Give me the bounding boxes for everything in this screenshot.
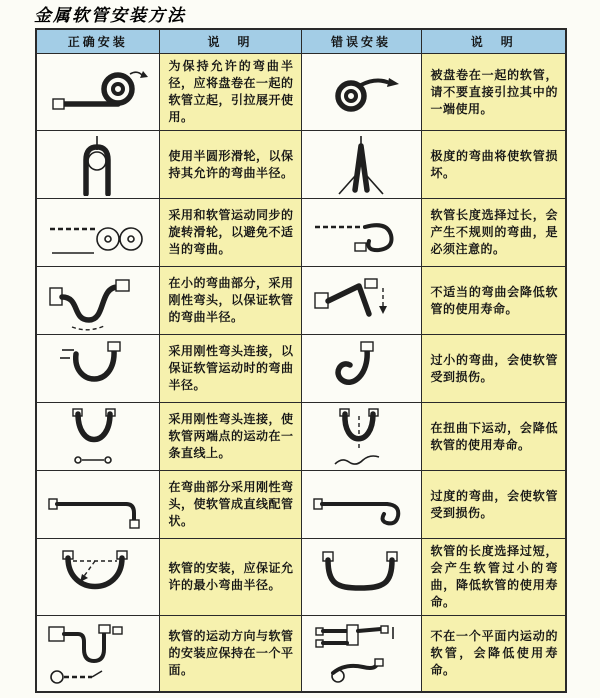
table-row — [36, 267, 566, 335]
correct-illustration-cell — [36, 335, 159, 403]
header-description-wrong: 说 明 — [421, 29, 566, 54]
rigid-elbow-in-small-bend-icon — [42, 270, 154, 332]
wrong-illustration-cell — [301, 335, 421, 403]
coiled-hose-stood-up-unrolled-icon — [42, 62, 154, 122]
wrong-description: 在扭曲下运动，会降低软管的使用寿命。 — [421, 403, 566, 471]
table-row — [36, 131, 566, 199]
correct-illustration-cell — [36, 131, 159, 199]
wrong-illustration-cell — [301, 471, 421, 539]
header-row — [36, 29, 566, 54]
too-short-hose-flat-u-icon — [307, 546, 415, 608]
straight-piping-with-rigid-elbow-icon — [42, 474, 154, 536]
correct-description: 为保持允许的弯曲半径，应将盘卷在一起的软管立起，引拉展开使用。 — [159, 54, 301, 131]
wrong-illustration-cell — [301, 199, 421, 267]
table-row — [36, 616, 566, 692]
header-correct-install: 正确安装 — [36, 29, 159, 54]
correct-illustration-cell — [36, 199, 159, 267]
table-row — [36, 54, 566, 131]
hose-extreme-sharp-bend-icon — [307, 134, 415, 196]
wrong-illustration-cell — [301, 616, 421, 692]
correct-illustration-cell — [36, 54, 159, 131]
header-description-correct: 说 明 — [159, 29, 301, 54]
table-row — [36, 335, 566, 403]
wrong-description: 软管长度选择过长，会产生不规则的弯曲，是必须注意的。 — [421, 199, 566, 267]
correct-description: 采用和软管运动同步的旋转滑轮，以避免不适当的弯曲。 — [159, 199, 301, 267]
correct-illustration-cell — [36, 539, 159, 616]
u-loop-moving-under-twist-icon — [307, 406, 415, 468]
correct-description: 软管的安装，应保证允许的最小弯曲半径。 — [159, 539, 301, 616]
u-loop-minimum-bend-radius-icon — [42, 546, 154, 608]
motion-and-installation-in-one-plane-icon — [42, 619, 154, 687]
excessive-bend-at-pipe-end-icon — [307, 474, 415, 536]
synchronized-rotating-pulleys-icon — [42, 203, 154, 263]
wrong-description: 过小的弯曲，会使软管受到损伤。 — [421, 335, 566, 403]
wrong-illustration-cell — [301, 403, 421, 471]
table-row — [36, 199, 566, 267]
correct-description: 使用半圆形滑轮，以保持其允许的弯曲半径。 — [159, 131, 301, 199]
wrong-description: 被盘卷在一起的软管，请不要直接引拉其中的一端使用。 — [421, 54, 566, 131]
motion-not-in-one-plane-icon — [307, 619, 415, 687]
wrong-description: 不在一个平面内运动的软管，会降低使用寿命。 — [421, 616, 566, 692]
correct-illustration-cell — [36, 403, 159, 471]
wrong-illustration-cell — [301, 131, 421, 199]
page-title: 金属软管安装方法 — [34, 6, 186, 25]
coiled-hose-pulled-from-end-icon — [307, 62, 415, 122]
table-row — [36, 471, 566, 539]
wrong-illustration-cell — [301, 267, 421, 335]
header-wrong-install: 错误安装 — [301, 29, 421, 54]
table-row — [36, 539, 566, 616]
over-long-hose-irregular-loop-icon — [307, 203, 415, 263]
rigid-elbow-connected-u-loop-icon — [42, 338, 154, 400]
correct-illustration-cell — [36, 267, 159, 335]
correct-description: 采用刚性弯头连接，以保证软管运动时的弯曲半径。 — [159, 335, 301, 403]
u-loop-ends-moving-on-one-line-icon — [42, 406, 154, 468]
wrong-description: 不适当的弯曲会降低软管的使用寿命。 — [421, 267, 566, 335]
wrong-description: 软管的长度选择过短，会产生软管过小的弯曲，降低软管的使用寿命。 — [421, 539, 566, 616]
hose-over-semicircular-pulley-icon — [42, 134, 154, 196]
wrong-illustration-cell — [301, 54, 421, 131]
correct-description: 在弯曲部分采用刚性弯头，使软管成直线配管状。 — [159, 471, 301, 539]
correct-description: 软管的运动方向与软管的安装应保持在一个平面。 — [159, 616, 301, 692]
correct-illustration-cell — [36, 471, 159, 539]
installation-table — [35, 28, 567, 693]
correct-description: 在小的弯曲部分，采用刚性弯头，以保证软管的弯曲半径。 — [159, 267, 301, 335]
table-row — [36, 403, 566, 471]
too-small-bend-hook-icon — [307, 338, 415, 400]
correct-description: 采用刚性弯头连接，使软管两端点的运动在一条直线上。 — [159, 403, 301, 471]
wrong-description: 极度的弯曲将使软管损坏。 — [421, 131, 566, 199]
wrong-description: 过度的弯曲，会使软管受到损伤。 — [421, 471, 566, 539]
correct-illustration-cell — [36, 616, 159, 692]
wrong-illustration-cell — [301, 539, 421, 616]
improper-sharp-angle-bend-icon — [307, 270, 415, 332]
